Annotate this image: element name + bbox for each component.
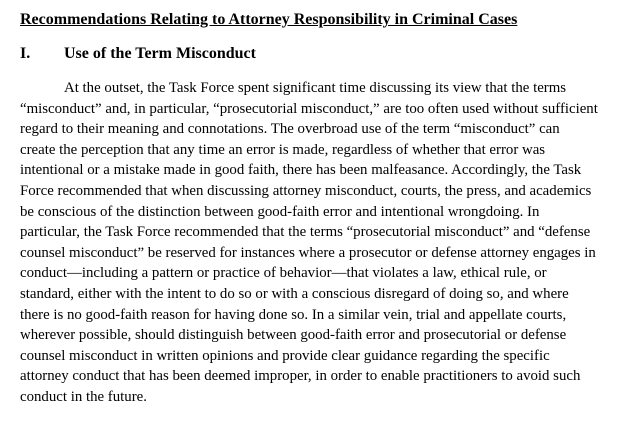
paragraph-line: particular, the Task Force recommended that the terms “prosecutorial misconduct” and “defense [20,224,591,241]
paragraph-line: conduct—including a pattern or practice of behavior—that violates a law, ethical rule, or [20,265,547,282]
paragraph-line: intentional or a mistake made in good faith, there has been malfeasance. Accordingly, the Task [20,162,582,179]
paragraph-line: wherever possible, should distinguish between good-faith error and prosecutorial or defense [20,327,567,344]
paragraph-line: Force recommended that when discussing attorney misconduct, courts, the press, and academics [20,182,592,199]
paragraph-line: At the outset, the Task Force spent significant time discussing its view that the terms [64,80,567,96]
section-title: Use of the Term Misconduct [64,45,256,62]
body-paragraph [20,78,640,408]
paragraph-line: be conscious of the distinction between good-faith error and intentional wrongdoing. In [20,203,540,220]
paragraph-line: counsel misconduct in written opinions and provide clear guidance regarding the specific [20,347,550,364]
paragraph-line: create the perception that any time an error is made, regardless of whether that error was [20,141,546,158]
paragraph-line: attorney conduct that has been deemed improper, in order to enable practitioners to avoid such [20,368,581,385]
paragraph-line: “misconduct” and, in particular, “prosecutorial misconduct,” are too often used without sufficient [20,100,598,117]
paragraph-line: regard to their meaning and connotations. The overbroad use of the term “misconduct” can [20,121,560,138]
document-title: Recommendations Relating to Attorney Responsibility in Criminal Cases [20,11,518,28]
paragraph-line: there is no good-faith reason for having done so. In a similar vein, trial and appellate courts, [20,306,567,323]
section-heading [20,44,256,64]
paragraph-line: conduct in the future. [20,388,147,405]
section-number: I. [20,45,31,62]
paragraph-line: counsel misconduct” be reserved for instances where a prosecutor or defense attorney engages in [20,244,596,261]
paragraph-line: standard, either with the intent to do so or with a conscious disregard of doing so, and where [20,285,569,302]
